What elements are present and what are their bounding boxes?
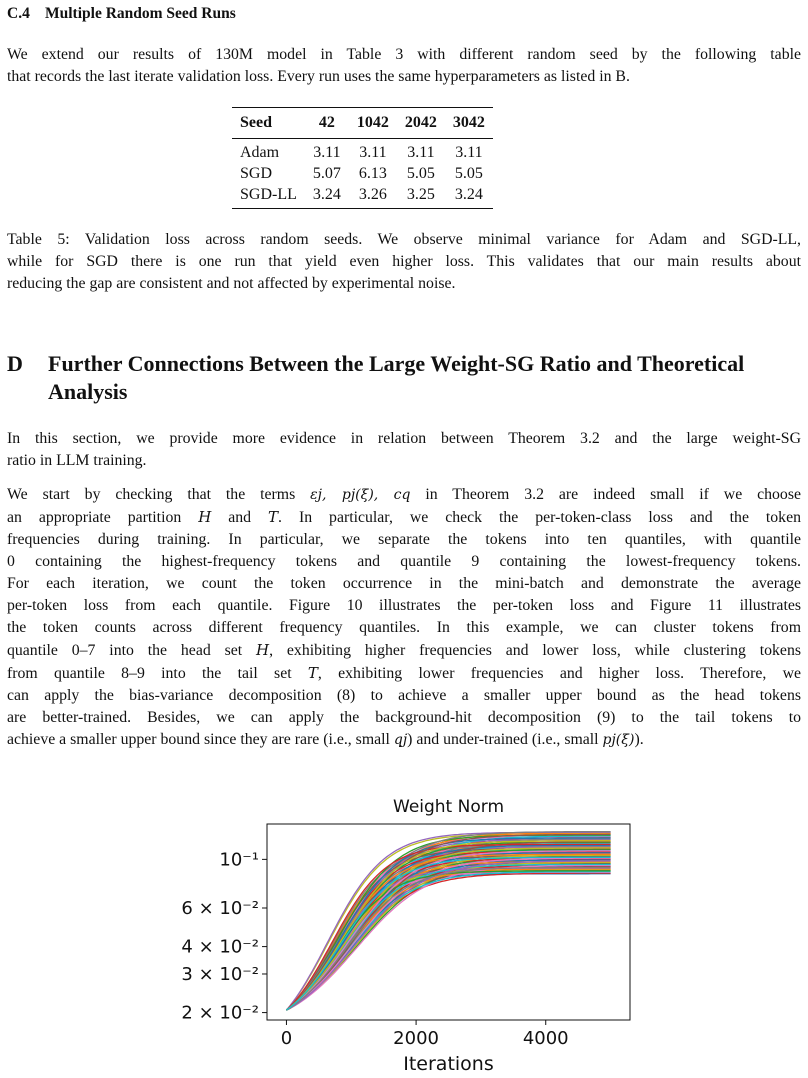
table-row (232, 139, 493, 163)
section-title-line: Analysis (48, 379, 128, 404)
table-cell: SGD-LL (232, 184, 305, 209)
y-tick-label: 6 × 10⁻² (181, 897, 259, 919)
table-cell: 3.26 (349, 184, 397, 209)
text-line: are better-trained. Besides, we can apply the background-hit decomposition (9) to the tail tokens to (7, 709, 801, 726)
table-cell: 5.05 (406, 165, 435, 182)
table-cell: 6.13 (358, 165, 387, 182)
text-line: We extend our results of 130M model in Table 3 with different random seed by the following table (7, 46, 801, 63)
table-cell: 3.11 (455, 144, 483, 161)
series-line (286, 858, 610, 1010)
text-line: In this section, we provide more evidence in relation between Theorem 3.2 and the large weight-SG (7, 430, 801, 447)
chart-title: Weight Norm (393, 797, 504, 817)
chart-svg (160, 770, 640, 1075)
math-tail-set: T (307, 664, 318, 682)
intro-paragraph (7, 44, 801, 88)
table-header: 42 (305, 108, 349, 139)
y-tick-label: 3 × 10⁻² (181, 963, 259, 985)
text-line: 0 containing the highest-frequency tokens and quantile 9 containing the lowest-frequency tokens. (7, 553, 801, 570)
section-number: D (7, 351, 23, 376)
table-cell: 3.11 (407, 144, 435, 161)
section-title: Multiple Random Seed Runs (45, 5, 236, 22)
text-line: frequencies during training. In particular, we separate the tokens into ten quantiles, with quantile (7, 531, 801, 548)
table-cell: 3.24 (445, 184, 493, 209)
text-line: For each iteration, we count the token occurrence in the mini-batch and demonstrate the average (7, 575, 801, 592)
table-caption (7, 229, 801, 295)
text-line: achieve a smaller upper bound since they are rare (i.e., small qj) and under-trained (i.e., small pj(ξ)). (7, 731, 644, 748)
table-cell: SGD (240, 165, 273, 182)
x-tick-label: 4000 (522, 1028, 569, 1049)
paragraph-analysis (7, 484, 801, 751)
text-line: an appropriate partition H and T. In particular, we check the per-token-class loss and the token (7, 508, 801, 526)
series-line (286, 859, 610, 1011)
series-line (286, 856, 610, 1010)
seed-results-table (232, 107, 493, 209)
series-line (286, 861, 610, 1010)
text-line: ratio in LLM training. (7, 452, 147, 469)
math-tail-set: T (268, 508, 279, 526)
table-cell: 3.11 (313, 144, 341, 161)
math-terms: εj, pj(ξ), cq (310, 487, 411, 503)
x-tick-label: 2000 (393, 1028, 439, 1049)
table-cell: 3.24 (305, 184, 349, 209)
table-header: 1042 (349, 108, 397, 139)
math-p: pj(ξ) (602, 732, 635, 748)
text-line: that records the last iterate validation loss. Every run uses the same hyperparameters as listed in B. (7, 68, 630, 85)
table-header: Seed (232, 108, 305, 139)
text-line: the token counts across different frequency quantiles. In this example, we can cluster tokens from (7, 619, 801, 636)
table-row (232, 184, 493, 209)
x-tick-label: 0 (280, 1028, 293, 1049)
text-line: can apply the bias-variance decomposition (8) to achieve a smaller upper bound as the head tokens (7, 687, 801, 704)
text-line: reducing the gap are consistent and not affected by experimental noise. (7, 275, 456, 292)
text-line: while for SGD there is one run that yield even higher loss. This validates that our main results about (7, 253, 801, 270)
x-axis-label: Iterations (403, 1053, 494, 1075)
text-line: from quantile 8–9 into the tail set T, exhibiting lower frequencies and higher loss. Therefore, we (7, 664, 801, 682)
y-tick-label: 10⁻¹ (219, 849, 259, 871)
series-line (286, 860, 610, 1010)
series-line (286, 860, 610, 1011)
y-tick-label: 4 × 10⁻² (181, 936, 259, 958)
table-cell: 5.05 (454, 165, 483, 182)
text-line: per-token loss from each quantile. Figure 10 illustrates the per-token loss and Figure 11 illustrates (7, 597, 801, 614)
table-row (232, 163, 493, 184)
table-cell: 3.11 (359, 144, 387, 161)
text-line: Table 5: Validation loss across random seeds. We observe minimal variance for Adam and SGD-LL, (7, 231, 801, 248)
math-head-set: H (198, 508, 212, 526)
table-cell: Adam (240, 144, 280, 161)
text-line: quantile 0–7 into the head set H, exhibiting higher frequencies and lower loss, while clustering tokens (7, 641, 801, 659)
table-header: 3042 (445, 108, 493, 139)
table-header: 2042 (397, 108, 445, 139)
math-q: qj (393, 732, 408, 748)
paragraph-intro-d (7, 428, 801, 472)
y-tick-label: 2 × 10⁻² (181, 1002, 259, 1024)
weight-norm-chart (160, 770, 640, 1075)
table-cell: 3.25 (397, 184, 445, 209)
math-head-set: H (256, 641, 270, 659)
table-cell: 5.07 (312, 165, 341, 182)
section-c4-heading (7, 5, 236, 23)
section-number: C.4 (7, 5, 30, 22)
text-line: We start by checking that the terms εj, pj(ξ), cq in Theorem 3.2 are indeed small if we choose (7, 486, 801, 503)
section-title-line: Further Connections Between the Large Weight-SG Ratio and Theoretical (48, 351, 745, 376)
